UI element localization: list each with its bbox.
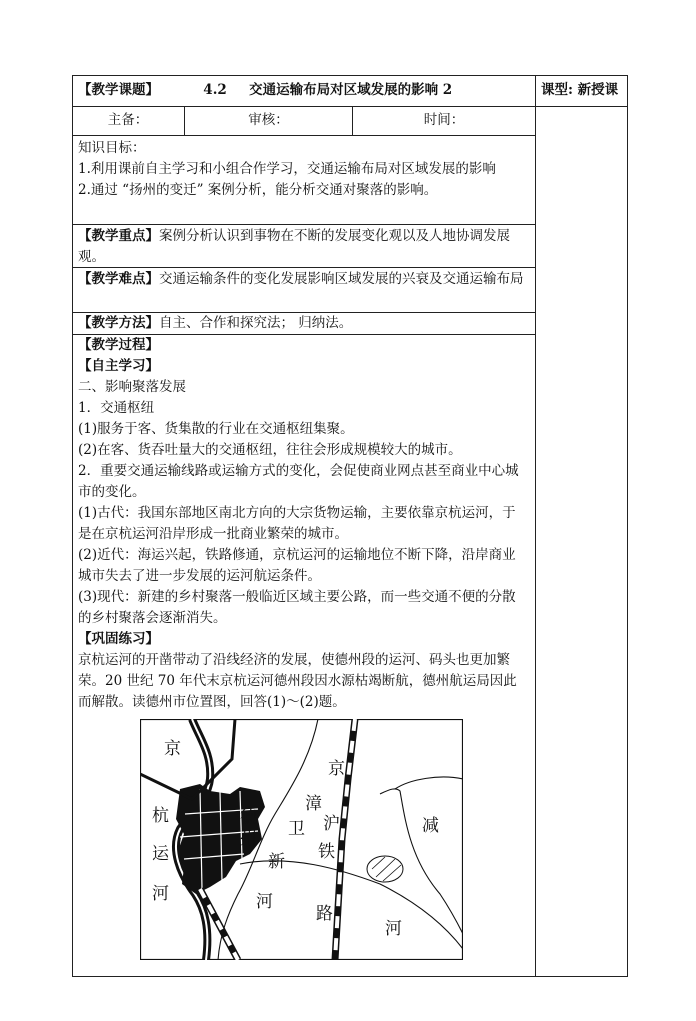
process-line: (1)服务于客、货集散的行业在交通枢纽集聚。 <box>78 421 354 437</box>
map-label: 河 <box>256 892 273 912</box>
map-label: 河 <box>152 884 169 904</box>
key-text: 案例分析认识到事物在不断的发展变化观以及人地协调发展观。 <box>78 228 510 265</box>
map-label: 河 <box>385 919 402 939</box>
process-line: (1)古代：我国东部地区南北方向的大宗货物运输，主要依靠京杭运河，于是在京杭运河沿岸形成一批商业繁荣的城市。 <box>78 505 516 542</box>
header-row <box>72 80 535 101</box>
teaching-key <box>72 226 535 268</box>
map-label: 德 <box>240 808 257 828</box>
goals-heading: 知识目标： <box>78 140 146 156</box>
key-label: 【教学重点】 <box>78 228 159 244</box>
map-label: 沪 <box>323 814 340 834</box>
process-heading: 【教学过程】 <box>78 337 159 353</box>
process-line: 1．交通枢纽 <box>78 400 155 416</box>
difficulty-text: 交通运输条件的变化发展影响区域发展的兴衰及交通运输布局 <box>159 271 524 287</box>
main-preparer: 主备： <box>107 112 149 128</box>
dezhou-location-map <box>140 719 463 960</box>
map-label: 减 <box>422 816 439 836</box>
time-field: 时间： <box>423 112 465 128</box>
process-line: 二、影响聚落发展 <box>78 379 186 395</box>
goal-item: 1.利用课前自主学习和小组合作学习，交通运输布局对区域发展的影响 <box>78 161 496 177</box>
process-line: 2．重要交通运输线路或运输方式的变化，会促使商业网点甚至商业中心城市的变化。 <box>78 463 519 500</box>
process-line: (2)近代：海运兴起，铁路修通，京杭运河的运输地位不断下降，沿岸商业城市失去了进一步发展的运河航运条件。 <box>78 547 516 584</box>
self-study-heading: 【自主学习】 <box>78 358 159 374</box>
practice-text: 京杭运河的开凿带动了沿线经济的发展，使德州段的运河、码头也更加繁荣。20 世纪 70 年代末京杭运河德州段因水源枯竭断航，德州航运局因此而解散。读德州市位置图，回答(1)～(2)题。 <box>78 652 517 710</box>
method-label: 【教学方法】 <box>78 315 159 331</box>
difficulty-label: 【教学难点】 <box>78 271 159 287</box>
map-label: 杭 <box>152 806 169 826</box>
practice-heading: 【巩固练习】 <box>78 631 159 647</box>
map-label: 京 <box>328 759 345 779</box>
topic-label: 【教学课题】 <box>78 82 159 98</box>
lesson-type: 课型: 新授课 <box>541 82 619 98</box>
map-label: 铁 <box>318 842 335 862</box>
topic-title: 交通运输布局对区域发展的影响 2 <box>249 82 453 98</box>
process-line: (3)现代：新建的乡村聚落一般临近区域主要公路，而一些交通不便的分散的乡村聚落会逐渐消失。 <box>78 589 516 626</box>
map-label: 州 <box>240 829 257 849</box>
process-line: (2)在客、货吞吐量大的交通枢纽，往往会形成规模较大的城市。 <box>78 442 462 458</box>
map-label: 京 <box>164 739 181 759</box>
teaching-difficulty <box>72 269 535 290</box>
map-label: 卫 <box>288 819 305 839</box>
map-label: 运 <box>152 844 169 864</box>
teaching-method <box>72 313 535 334</box>
map-label: 路 <box>316 904 333 924</box>
reviewer: 审核： <box>248 112 289 128</box>
map-label: 新 <box>268 852 285 872</box>
map-label: 漳 <box>305 794 322 814</box>
goal-item: 2.通过 “扬州的变迁” 案例分析，能分析交通对聚落的影响。 <box>78 182 438 198</box>
teaching-process <box>72 335 535 713</box>
knowledge-goals <box>72 138 535 201</box>
method-text: 自主、合作和探究法； 归纳法。 <box>159 315 353 331</box>
topic-number: 4.2 <box>203 82 227 98</box>
